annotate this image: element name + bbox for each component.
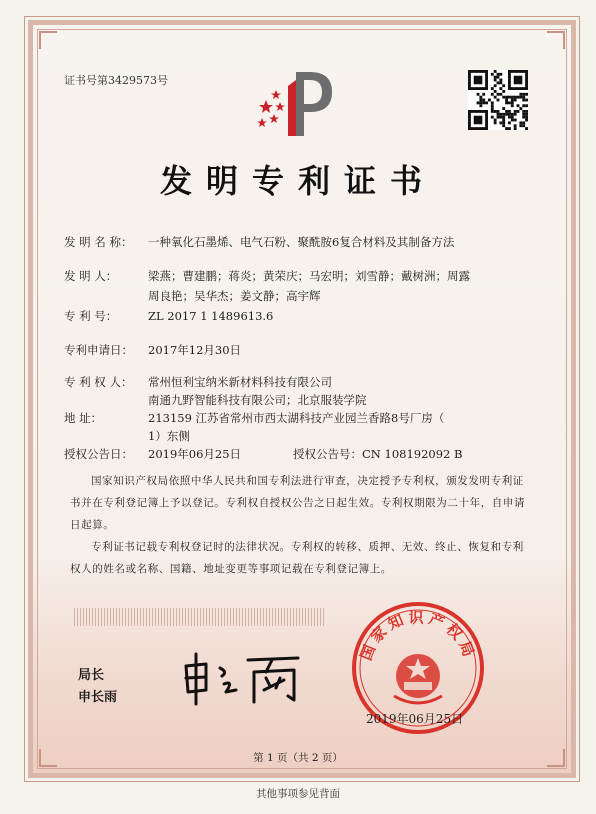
inventors-value-line1: 梁燕；曹建鹏；蒋炎；黄荣庆；马宏明；刘雪静；戴树洲；周露	[148, 269, 470, 283]
invention-name-label: 发 明 名 称：	[64, 235, 133, 249]
grant-date-label: 授权公告日：	[64, 447, 133, 461]
patentee-value-line1: 常州恒利宝纳米新材料科技有限公司	[148, 375, 332, 389]
security-microprint-stripe	[74, 608, 324, 626]
inventors-value-line2: 周良艳；吴华杰；姜文静；高宇辉	[148, 289, 321, 303]
patentee-label: 专 利 权 人：	[64, 375, 133, 389]
inventors-label: 发 明 人：	[64, 269, 118, 283]
inventors-row	[64, 266, 470, 286]
footer-note: 其他事项参见背面	[256, 788, 340, 800]
grant-number-value: CN 108192092 B	[362, 447, 463, 461]
director-name: 申长雨	[78, 690, 118, 705]
address-row	[64, 408, 444, 428]
patent-number-value: ZL 2017 1 1489613.6	[148, 309, 274, 323]
certificate-number: 证书号第3429573号	[64, 74, 168, 87]
patent-number-row	[64, 306, 273, 326]
seal-date: 2019年06月25日	[366, 712, 464, 726]
patentee-row	[64, 372, 332, 392]
patent-office-logo-icon	[252, 66, 338, 142]
filing-date-value: 2017年12月30日	[148, 343, 242, 357]
address-label: 地 址：	[64, 411, 103, 425]
director-title: 局长	[78, 668, 105, 683]
frame-corner	[39, 31, 57, 49]
grant-date-value: 2019年06月25日	[148, 447, 242, 461]
address-value-line2: 1）东侧	[148, 429, 190, 443]
director-signature	[176, 650, 306, 706]
page-number: 第 1 页（共 2 页）	[253, 752, 343, 764]
grant-row	[64, 444, 534, 464]
legal-paragraph-1: 国家知识产权局依照中华人民共和国专利法进行审查，决定授予专利权，颁发发明专利证书并在专利登记簿上予以登记。专利权自授权公告之日起生效。专利权期限为二十年，自申请日起算。	[70, 475, 526, 531]
filing-date-label: 专利申请日：	[64, 343, 133, 357]
invention-name-value: 一种氧化石墨烯、电气石粉、聚酰胺6复合材料及其制备方法	[148, 235, 455, 249]
filing-date-row	[64, 340, 241, 360]
legal-paragraph-2: 专利证书记载专利权登记时的法律状况。专利权的转移、质押、无效、终止、恢复和专利权人的姓名或名称、国籍、地址变更等事项记载在专利登记簿上。	[70, 541, 524, 575]
grant-number-label: 授权公告号：	[293, 447, 362, 461]
qr-code-icon	[468, 70, 528, 130]
frame-corner	[547, 31, 565, 49]
seal-text: 国家知识产权局	[356, 608, 480, 663]
patentee-value-line2: 南通九野智能科技有限公司；北京服装学院	[148, 393, 367, 407]
invention-name-row	[64, 232, 454, 252]
address-value-line1: 213159 江苏省常州市西太湖科技产业园兰香路8号厂房（	[148, 411, 445, 425]
patent-number-label: 专 利 号：	[64, 309, 118, 323]
certificate-title: 发明专利证书	[159, 162, 436, 200]
